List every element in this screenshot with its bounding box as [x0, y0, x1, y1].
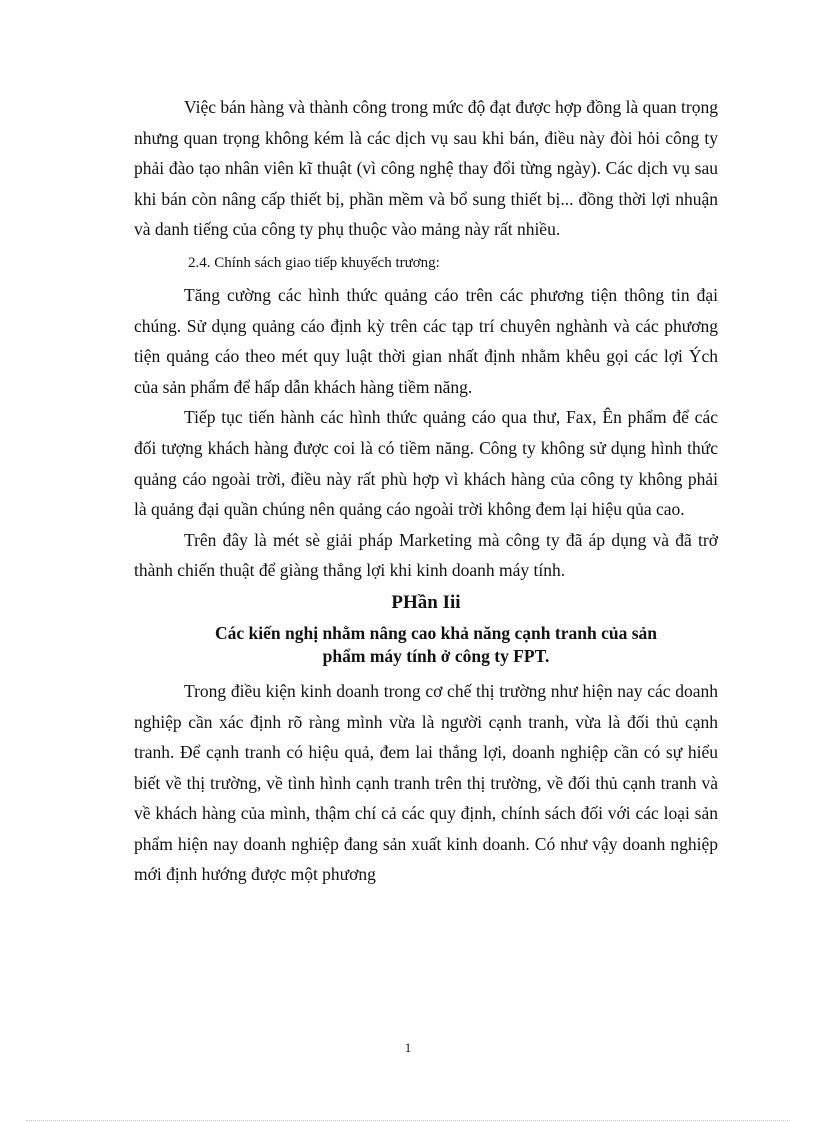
part-subtitle [134, 622, 718, 668]
page-content [134, 92, 718, 890]
paragraph-marketing-summary: Trên đây là mét sè giải pháp Marketing mà công ty đã áp dụng và đã trở thành chiến thuật để giàng thắng lợi khi kinh doanh máy tính. [134, 529, 718, 581]
paragraph-advertising-media: Tăng cường các hình thức quảng cáo trên các phương tiện thông tin đại chúng. Sử dụng quảng cáo định kỳ trên các tạp trí chuyên nghành và các phương tiện quảng cáo theo mét quy luật thời gian nhất định nhằm khêu gọi các lợi Ých của sản phẩm để hấp dẫn khách hàng tiềm năng. [134, 284, 718, 397]
page-number: 1 [404, 1040, 412, 1055]
paragraph-after-sales-services: Việc bán hàng và thành công trong mức độ đạt được hợp đồng là quan trọng nhưng quan trọng không kém là các dịch vụ sau khi bán, điều này đòi hỏi công ty phải đào tạo nhân viên kĩ thuật (vì công nghệ thay đổi từng ngày). Các dịch vụ sau khi bán còn nâng cấp thiết bị, phần mềm và bổ sung thiết bị... đồng thời lợi nhuận và danh tiếng của công ty phụ thuộc vào mảng này rất nhiều. [134, 97, 718, 240]
part-subtitle-line-2: phẩm máy tính ở công ty FPT. [322, 645, 550, 666]
page-bottom-divider [26, 1120, 790, 1121]
part-subtitle-line-1: Các kiến nghị nhằm nâng cao khả năng cạnh tranh của sản [215, 622, 657, 643]
section-heading-promotion-policy: 2.4. Chính sách giao tiếp khuyếch trương: [188, 254, 440, 271]
paragraph-competition-context: Trong điều kiện kinh doanh trong cơ chế thị trường như hiện nay các doanh nghiệp cần xác định rõ ràng mình vừa là người cạnh tranh, vừa là đối thủ cạnh tranh. Để cạnh tranh có hiệu quả, đem lai thắng lợi, doanh nghiệp cần có sự hiểu biết về thị trường, về tình hình cạnh tranh trên thị trường, về đối thủ cạnh tranh và về khách hàng của mình, thậm chí cả các quy định, chính sách đối với các loại sản phẩm hiện nay doanh nghiệp đang sản xuất kinh doanh. Có như vậy doanh nghiệp mới định hướng được một phương [134, 680, 718, 885]
part-title: PHần Iii [391, 591, 461, 613]
paragraph-direct-mail-advertising: Tiếp tục tiến hành các hình thức quảng cáo qua thư, Fax, Ên phẩm để các đối tượng khách hàng được coi là có tiềm năng. Công ty không sử dụng hình thức quảng cáo ngoài trời, điều này rất phù hợp vì khách hàng của công ty không phải là quảng đại quần chúng nên quảng cáo ngoài trời không đem lại hiệu qủa cao. [134, 407, 718, 520]
